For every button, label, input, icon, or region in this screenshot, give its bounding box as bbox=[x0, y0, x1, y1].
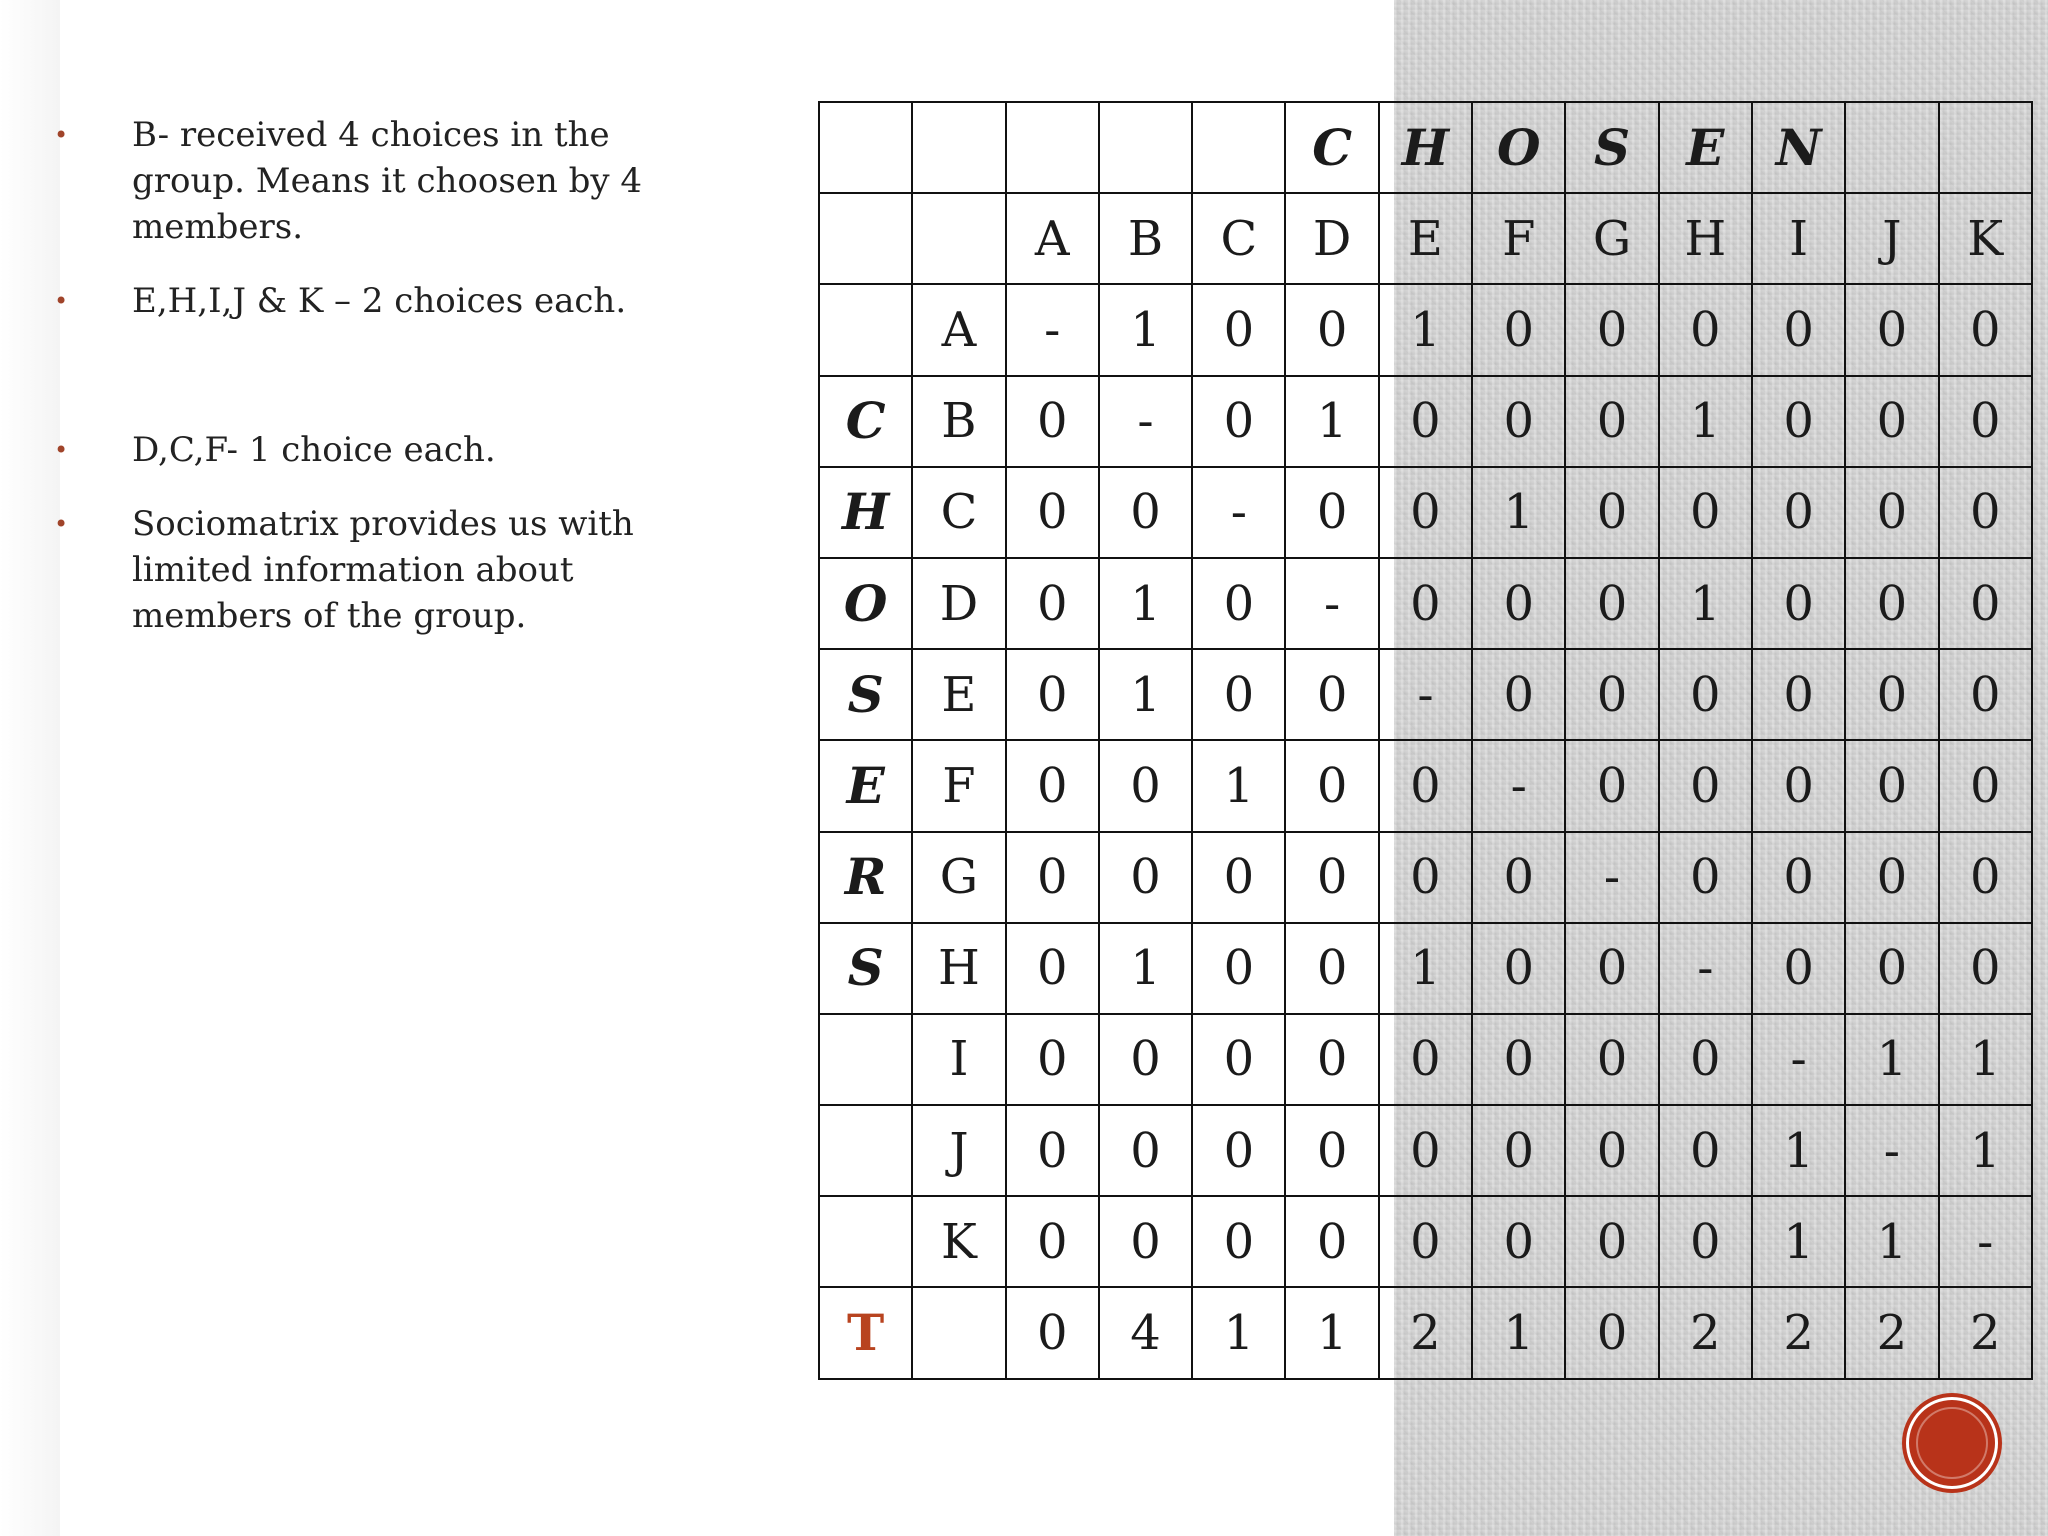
matrix-cell: 0 bbox=[1659, 1105, 1752, 1196]
matrix-cell: 0 bbox=[1099, 832, 1192, 923]
total-cell: 0 bbox=[1565, 1287, 1658, 1378]
matrix-cell: 0 bbox=[1006, 376, 1099, 467]
matrix-cell: 0 bbox=[1752, 284, 1845, 375]
matrix-cell: 1 bbox=[1845, 1014, 1938, 1105]
column-header-cell: G bbox=[1565, 193, 1658, 284]
matrix-row bbox=[819, 832, 2032, 923]
matrix-cell: 0 bbox=[1939, 923, 2032, 1014]
matrix-cell: - bbox=[1939, 1196, 2032, 1287]
matrix-cell: 0 bbox=[1659, 1196, 1752, 1287]
matrix-cell: 0 bbox=[1845, 740, 1938, 831]
matrix-cell: 0 bbox=[1565, 649, 1658, 740]
matrix-cell: 0 bbox=[1659, 832, 1752, 923]
matrix-cell: 1 bbox=[1752, 1105, 1845, 1196]
total-cell: 4 bbox=[1099, 1287, 1192, 1378]
chosen-header-cell bbox=[912, 102, 1005, 193]
chosen-header-cell: E bbox=[1659, 102, 1752, 193]
row-label: F bbox=[912, 740, 1005, 831]
bullet-dot-icon: • bbox=[54, 121, 69, 149]
matrix-cell: 0 bbox=[1752, 923, 1845, 1014]
matrix-cell: 0 bbox=[1939, 284, 2032, 375]
bullet-dot-icon: • bbox=[54, 510, 69, 538]
chosen-header-cell bbox=[1939, 102, 2032, 193]
matrix-cell: 0 bbox=[1379, 832, 1472, 923]
matrix-cell: - bbox=[1472, 740, 1565, 831]
matrix-cell: 0 bbox=[1099, 467, 1192, 558]
matrix-row bbox=[819, 467, 2032, 558]
matrix-cell: 0 bbox=[1472, 284, 1565, 375]
matrix-cell: 0 bbox=[1379, 1105, 1472, 1196]
choosers-side-label: R bbox=[819, 832, 912, 923]
matrix-cell: 0 bbox=[1099, 1196, 1192, 1287]
circle-button-icon bbox=[1916, 1407, 1988, 1479]
chosen-header-cell bbox=[1192, 102, 1285, 193]
matrix-cell: 1 bbox=[1939, 1105, 2032, 1196]
matrix-cell: 0 bbox=[1099, 740, 1192, 831]
bullet-item bbox=[46, 112, 686, 250]
bullet-dot-icon: • bbox=[54, 436, 69, 464]
matrix-cell: 0 bbox=[1285, 923, 1378, 1014]
matrix-cell: 0 bbox=[1285, 284, 1378, 375]
matrix-cell: 0 bbox=[1379, 1196, 1472, 1287]
matrix-cell: - bbox=[1379, 649, 1472, 740]
matrix-cell: 0 bbox=[1099, 1014, 1192, 1105]
matrix-cell: 0 bbox=[1006, 1014, 1099, 1105]
column-header-cell: I bbox=[1752, 193, 1845, 284]
matrix-cell: 0 bbox=[1752, 467, 1845, 558]
matrix-cell: - bbox=[1752, 1014, 1845, 1105]
matrix-cell: 0 bbox=[1939, 740, 2032, 831]
matrix-row bbox=[819, 1014, 2032, 1105]
chosen-header-cell: C bbox=[1285, 102, 1378, 193]
row-label: H bbox=[912, 923, 1005, 1014]
matrix-cell: 0 bbox=[1659, 1014, 1752, 1105]
choosers-side-label: E bbox=[819, 740, 912, 831]
matrix-cell: 1 bbox=[1099, 649, 1192, 740]
total-cell: 2 bbox=[1939, 1287, 2032, 1378]
matrix-cell: 0 bbox=[1472, 832, 1565, 923]
matrix-cell: 0 bbox=[1285, 1014, 1378, 1105]
row-label bbox=[912, 1287, 1005, 1378]
matrix-row bbox=[819, 376, 2032, 467]
matrix-cell: - bbox=[1006, 284, 1099, 375]
choosers-side-label bbox=[819, 1105, 912, 1196]
matrix-cell: 0 bbox=[1472, 923, 1565, 1014]
matrix-cell: - bbox=[1565, 832, 1658, 923]
matrix-cell: 0 bbox=[1752, 649, 1845, 740]
matrix-cell: 0 bbox=[1845, 923, 1938, 1014]
column-header-cell: B bbox=[1099, 193, 1192, 284]
total-row bbox=[819, 1287, 2032, 1378]
matrix-cell: 1 bbox=[1379, 923, 1472, 1014]
matrix-cell: 0 bbox=[1845, 558, 1938, 649]
matrix-cell: 0 bbox=[1006, 923, 1099, 1014]
bullet-text: Sociomatrix provides us with limited information about members of the group. bbox=[132, 504, 634, 636]
chosen-header-cell bbox=[819, 102, 912, 193]
matrix-cell: 0 bbox=[1285, 1196, 1378, 1287]
total-cell: 1 bbox=[1472, 1287, 1565, 1378]
matrix-cell: 0 bbox=[1845, 832, 1938, 923]
matrix-cell: 0 bbox=[1379, 558, 1472, 649]
column-header-cell bbox=[819, 193, 912, 284]
matrix-cell: 0 bbox=[1939, 467, 2032, 558]
matrix-cell: 0 bbox=[1192, 1196, 1285, 1287]
matrix-cell: 0 bbox=[1192, 1105, 1285, 1196]
total-cell: 1 bbox=[1192, 1287, 1285, 1378]
matrix-cell: 0 bbox=[1472, 1105, 1565, 1196]
chosen-header-cell: N bbox=[1752, 102, 1845, 193]
matrix-cell: - bbox=[1845, 1105, 1938, 1196]
matrix-cell: 0 bbox=[1939, 558, 2032, 649]
row-label: E bbox=[912, 649, 1005, 740]
matrix-cell: 1 bbox=[1099, 558, 1192, 649]
column-header-cell: C bbox=[1192, 193, 1285, 284]
matrix-cell: - bbox=[1192, 467, 1285, 558]
matrix-cell: 0 bbox=[1379, 467, 1472, 558]
matrix-cell: 0 bbox=[1659, 649, 1752, 740]
matrix-cell: 0 bbox=[1379, 1014, 1472, 1105]
matrix-cell: 1 bbox=[1659, 376, 1752, 467]
matrix-row bbox=[819, 558, 2032, 649]
bullet-item bbox=[46, 427, 686, 473]
matrix-cell: 0 bbox=[1659, 284, 1752, 375]
matrix-cell: 0 bbox=[1939, 376, 2032, 467]
matrix-cell: 0 bbox=[1192, 1014, 1285, 1105]
choosers-side-label: S bbox=[819, 649, 912, 740]
choosers-side-label bbox=[819, 284, 912, 375]
matrix-cell: 0 bbox=[1285, 1105, 1378, 1196]
matrix-row bbox=[819, 284, 2032, 375]
matrix-cell: 0 bbox=[1285, 832, 1378, 923]
matrix-cell: 0 bbox=[1565, 1105, 1658, 1196]
choosers-side-label bbox=[819, 1196, 912, 1287]
matrix-cell: 0 bbox=[1285, 649, 1378, 740]
matrix-cell: 0 bbox=[1845, 467, 1938, 558]
choosers-side-label: O bbox=[819, 558, 912, 649]
bullet-text: E,H,I,J & K – 2 choices each. bbox=[132, 281, 627, 321]
matrix-cell: 0 bbox=[1565, 284, 1658, 375]
row-label: B bbox=[912, 376, 1005, 467]
matrix-cell: 0 bbox=[1565, 1014, 1658, 1105]
matrix-cell: 0 bbox=[1472, 376, 1565, 467]
column-header-row bbox=[819, 193, 2032, 284]
matrix-cell: 0 bbox=[1752, 832, 1845, 923]
matrix-cell: 0 bbox=[1752, 740, 1845, 831]
matrix-cell: 0 bbox=[1006, 740, 1099, 831]
chosen-header-cell: O bbox=[1472, 102, 1565, 193]
choosers-side-label: H bbox=[819, 467, 912, 558]
matrix-cell: 0 bbox=[1006, 1105, 1099, 1196]
matrix-cell: 0 bbox=[1472, 649, 1565, 740]
column-header-cell: H bbox=[1659, 193, 1752, 284]
total-cell: 2 bbox=[1845, 1287, 1938, 1378]
matrix-cell: 0 bbox=[1565, 376, 1658, 467]
matrix-cell: 0 bbox=[1379, 376, 1472, 467]
matrix-cell: 1 bbox=[1379, 284, 1472, 375]
bullet-dot-icon: • bbox=[54, 287, 69, 315]
matrix-cell: 0 bbox=[1006, 558, 1099, 649]
matrix-row bbox=[819, 740, 2032, 831]
row-label: A bbox=[912, 284, 1005, 375]
matrix-cell: 0 bbox=[1472, 1014, 1565, 1105]
row-label: C bbox=[912, 467, 1005, 558]
total-cell: 0 bbox=[1006, 1287, 1099, 1378]
matrix-cell: 0 bbox=[1192, 284, 1285, 375]
choosers-side-label: C bbox=[819, 376, 912, 467]
column-header-cell bbox=[912, 193, 1005, 284]
matrix-cell: - bbox=[1099, 376, 1192, 467]
chosen-header-row bbox=[819, 102, 2032, 193]
matrix-cell: 0 bbox=[1659, 740, 1752, 831]
bullet-item bbox=[46, 501, 686, 639]
bullet-text: D,C,F- 1 choice each. bbox=[132, 430, 496, 470]
chosen-header-cell: S bbox=[1565, 102, 1658, 193]
matrix-cell: 0 bbox=[1565, 467, 1658, 558]
column-header-cell: A bbox=[1006, 193, 1099, 284]
chosen-header-cell bbox=[1845, 102, 1938, 193]
sociomatrix-table bbox=[818, 101, 2033, 1380]
row-label: J bbox=[912, 1105, 1005, 1196]
matrix-cell: 0 bbox=[1845, 376, 1938, 467]
matrix-cell: 0 bbox=[1939, 832, 2032, 923]
matrix-cell: 1 bbox=[1099, 284, 1192, 375]
column-header-cell: K bbox=[1939, 193, 2032, 284]
matrix-cell: 0 bbox=[1285, 467, 1378, 558]
matrix-cell: 1 bbox=[1192, 740, 1285, 831]
matrix-cell: - bbox=[1659, 923, 1752, 1014]
column-header-cell: D bbox=[1285, 193, 1378, 284]
row-label: D bbox=[912, 558, 1005, 649]
matrix-cell: 0 bbox=[1565, 923, 1658, 1014]
total-cell: 2 bbox=[1659, 1287, 1752, 1378]
matrix-cell: 1 bbox=[1472, 467, 1565, 558]
matrix-cell: 1 bbox=[1659, 558, 1752, 649]
row-label: I bbox=[912, 1014, 1005, 1105]
row-label: G bbox=[912, 832, 1005, 923]
choosers-side-label: S bbox=[819, 923, 912, 1014]
row-label: K bbox=[912, 1196, 1005, 1287]
column-header-cell: J bbox=[1845, 193, 1938, 284]
matrix-cell: 0 bbox=[1939, 649, 2032, 740]
matrix-cell: 0 bbox=[1192, 832, 1285, 923]
matrix-cell: 1 bbox=[1939, 1014, 2032, 1105]
matrix-cell: 0 bbox=[1192, 376, 1285, 467]
matrix-cell: 0 bbox=[1472, 1196, 1565, 1287]
total-cell: 2 bbox=[1379, 1287, 1472, 1378]
matrix-cell: 0 bbox=[1845, 649, 1938, 740]
matrix-cell: 0 bbox=[1006, 1196, 1099, 1287]
matrix-cell: 0 bbox=[1659, 467, 1752, 558]
matrix-cell: 1 bbox=[1845, 1196, 1938, 1287]
matrix-cell: 0 bbox=[1192, 923, 1285, 1014]
matrix-cell: - bbox=[1285, 558, 1378, 649]
matrix-cell: 0 bbox=[1752, 558, 1845, 649]
bullet-item bbox=[46, 278, 686, 324]
matrix-cell: 0 bbox=[1006, 467, 1099, 558]
chosen-header-cell bbox=[1006, 102, 1099, 193]
total-label: T bbox=[819, 1287, 912, 1378]
column-header-cell: F bbox=[1472, 193, 1565, 284]
matrix-cell: 0 bbox=[1752, 376, 1845, 467]
choosers-side-label bbox=[819, 1014, 912, 1105]
matrix-cell: 1 bbox=[1752, 1196, 1845, 1287]
matrix-row bbox=[819, 1105, 2032, 1196]
bullet-text: B- received 4 choices in the group. Means it choosen by 4 members. bbox=[132, 115, 643, 247]
matrix-row bbox=[819, 649, 2032, 740]
matrix-cell: 0 bbox=[1845, 284, 1938, 375]
matrix-cell: 0 bbox=[1006, 649, 1099, 740]
matrix-cell: 0 bbox=[1565, 558, 1658, 649]
matrix-cell: 0 bbox=[1099, 1105, 1192, 1196]
matrix-cell: 1 bbox=[1285, 376, 1378, 467]
matrix-cell: 0 bbox=[1565, 740, 1658, 831]
matrix-cell: 0 bbox=[1379, 740, 1472, 831]
matrix-cell: 0 bbox=[1192, 649, 1285, 740]
matrix-cell: 0 bbox=[1006, 832, 1099, 923]
bullet-list bbox=[46, 112, 686, 639]
matrix-cell: 0 bbox=[1565, 1196, 1658, 1287]
column-header-cell: E bbox=[1379, 193, 1472, 284]
total-cell: 2 bbox=[1752, 1287, 1845, 1378]
chosen-header-cell: H bbox=[1379, 102, 1472, 193]
matrix-row bbox=[819, 923, 2032, 1014]
matrix-cell: 0 bbox=[1192, 558, 1285, 649]
next-slide-button[interactable] bbox=[1909, 1400, 1995, 1486]
matrix-cell: 1 bbox=[1099, 923, 1192, 1014]
chosen-header-cell bbox=[1099, 102, 1192, 193]
matrix-cell: 0 bbox=[1472, 558, 1565, 649]
matrix-cell: 0 bbox=[1285, 740, 1378, 831]
matrix-row bbox=[819, 1196, 2032, 1287]
total-cell: 1 bbox=[1285, 1287, 1378, 1378]
